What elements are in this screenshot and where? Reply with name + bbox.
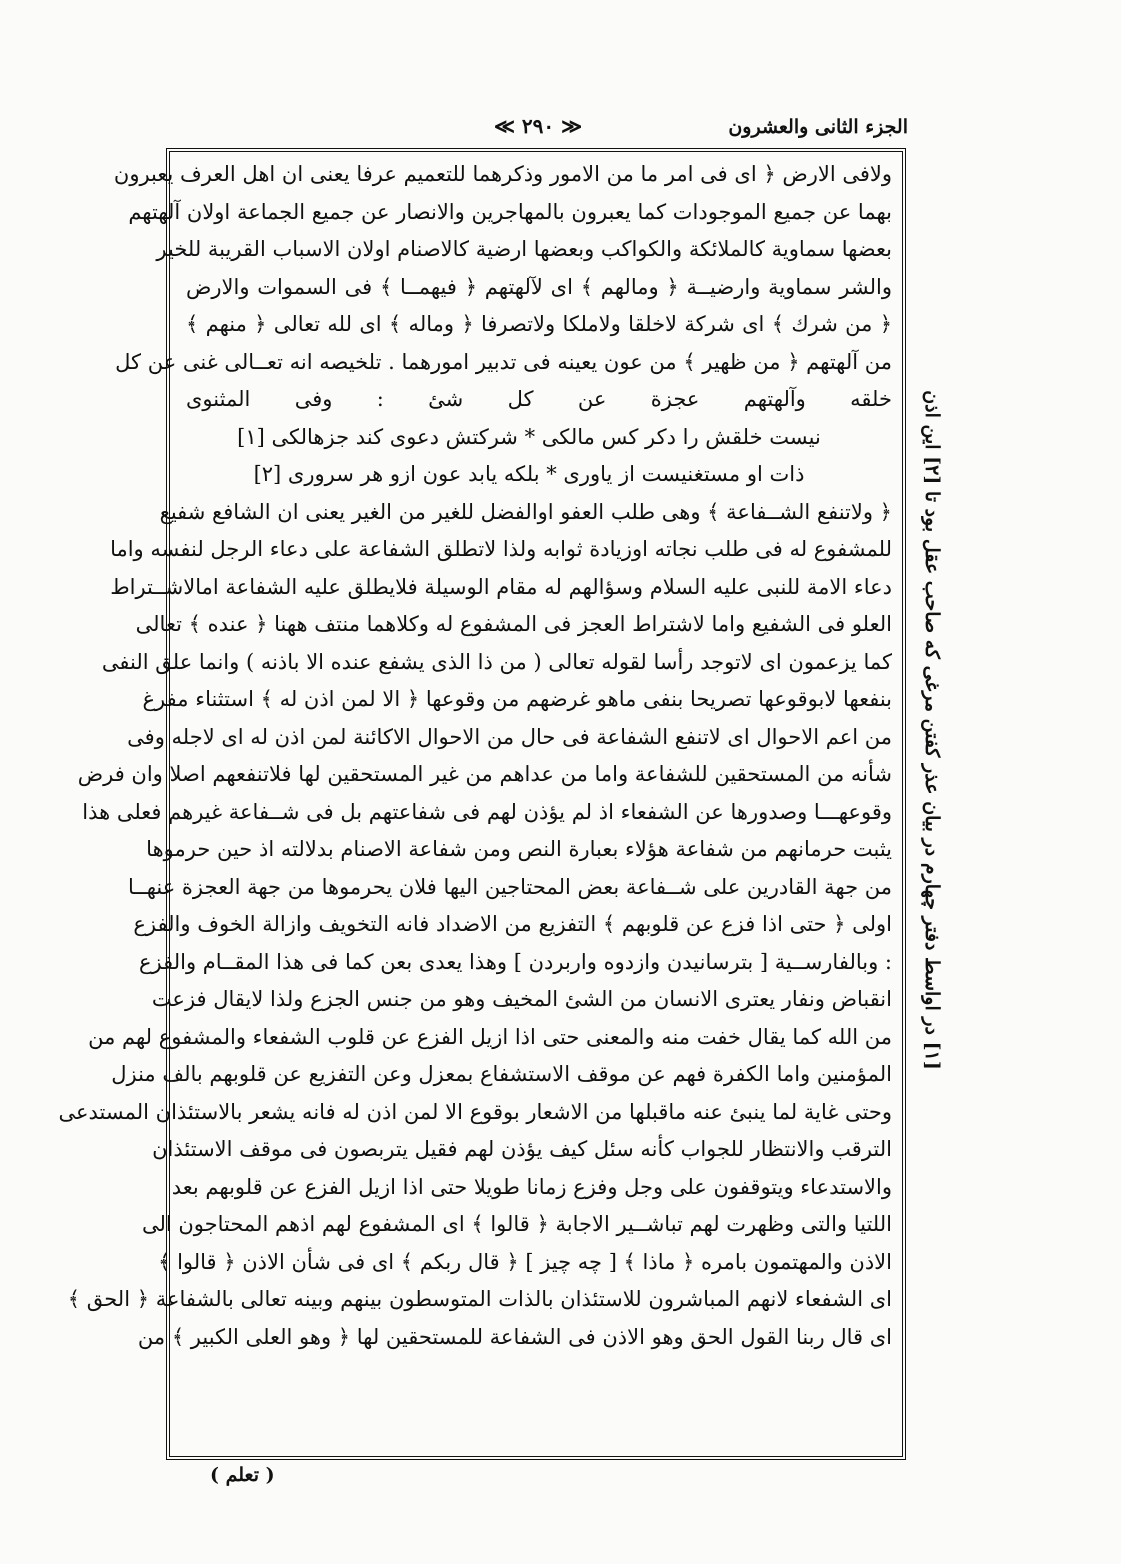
text-line: اولى ﴿ حتى اذا فزع عن قلوبهم ﴾ التفزيع من الاضداد فانه التخويف وازالة الخوف والفزع: [133, 912, 892, 936]
page-number: ≪ ٢٩٠ ≫: [493, 114, 583, 138]
running-title: الجزء الثانى والعشرون: [728, 116, 908, 138]
text-line: العلو فى الشفيع واما لاشتراط العجز فى المشفوع له وكلاهما منتف ههنا ﴿ عنده ﴾ تعالى: [135, 612, 892, 636]
text-line: ﴿ من شرك ﴾ اى شركة لاخلقا ولاملكا ولاتصرفا ﴿ وماله ﴾ اى لله تعالى ﴿ منهم ﴾: [186, 312, 892, 336]
text-line: وقوعهـــا وصدورها عن الشفعاء اذ لم يؤذن لهم فى شفاعتهم بل فى شــفاعة غيرهم فعلى هذا: [82, 799, 892, 824]
text-line: خلقه وآلهتهم عجزة عن كل شئ : وفى المثنوى: [186, 387, 892, 411]
text-line: بعضها سماوية كالملائكة والكواكب وبعضها ارضية كالاصنام اولان الاسباب القريبة للخير: [156, 237, 892, 261]
text-line: من آلهتهم ﴿ من ظهير ﴾ من عون يعينه فى تدبير امورهما . تلخيصه انه تعــالى غنى عن كل: [115, 349, 892, 374]
text-line: وحتى غاية لما ينبئ عنه ماقبلها من الاشعار بوقوع الا لمن اذن له فانه يشعر بالاستئذان المستدعى: [58, 1099, 892, 1124]
text-line: كما يزعمون اى لاتوجد رأسا لقوله تعالى ( من ذا الذى يشفع عنده الا باذنه ) وانما علق النفى: [101, 649, 892, 674]
text-line: المؤمنين واما الكفرة فهم عن موقف الاستشفاع بمعزل وعن التفزيع عن قلوبهم بالف منزل: [111, 1062, 892, 1086]
margin-note-text: [١] در اواسط دفتر چهارم در بيان عذر كفتن مرغى كه صاحب عقل بود تا [٢] اين اذن: [921, 390, 943, 1070]
text-line: اى الشفعاء لانهم المباشرون للاستئذان بالذات المتوسطون بينهم وبينه تعالى بالشفاعة ﴿ الحق ﴾: [67, 1287, 892, 1311]
main-text-block: [58, 156, 892, 1356]
text-line: ولافى الارض ﴿ اى فى امر ما من الامور وذكرهما للتعميم عرفا يعنى ان اهل العرف يعبرون: [113, 162, 892, 186]
text-line: من اعم الاحوال اى لاتنفع الشفاعة فى حال من الاحوال الاكائنة لمن اذن له اى لاجله وفى: [127, 724, 892, 749]
text-line: اى قال ربنا القول الحق وهو الاذن فى الشفاعة للمستحقين لها ﴿ وهو العلى الكبير ﴾ من: [137, 1324, 892, 1349]
text-line: والاستدعاء ويتوقفون على وجل وفزع زمانا طويلا حتى اذا ازيل الفزع عن قلوبهم بعد: [171, 1174, 892, 1199]
text-line: الاذن والمهتمون بامره ﴿ ماذا ﴾ [ چه چيز ] ﴿ قال ربكم ﴾ اى فى شأن الاذن ﴿ قالوا ﴾: [158, 1249, 892, 1274]
text-line: اللتيا والتى وظهرت لهم تباشــير الاجابة ﴿ قالوا ﴾ اى المشفوع لهم اذهم المحتاجون الى: [141, 1212, 892, 1236]
text-line: شأنه من المستحقين للشفاعة واما من عداهم من غير المستحقين لها فلاتنفعهم اصلا وان فرض: [77, 762, 892, 786]
text-line: والشر سماوية وارضيــة ﴿ ومالهم ﴾ اى لآلهتهم ﴿ فيهمــا ﴾ فى السموات والارض: [186, 274, 892, 299]
text-line: دعاء الامة للنبى عليه السلام وسؤالهم له مقام الوسيلة فلايطلق عليه الشفاعة امالاشــتراط: [110, 574, 892, 599]
catchword: ( تعلم ): [210, 1464, 275, 1486]
text-line: بنفعها لابوقوعها تصريحا بنفى ماهو غرضهم من وقوعها ﴿ الا لمن اذن له ﴾ استثناء مفرغ: [142, 687, 892, 711]
text-line: ذات او مستغنيست از ياورى * بلكه يابد عون ازو هر سرورى [٢]: [253, 462, 805, 486]
text-line: من جهة القادرين على شــفاعة بعض المحتاجين اليها فلان يحرموها من جهة العجزة عنهــا: [128, 874, 892, 899]
text-line: الترقب والانتظار للجواب كأنه سئل كيف يؤذن لهم فقيل يتربصون فى موقف الاستئذان: [152, 1137, 892, 1161]
text-line: يثبت حرمانهم من شفاعة هؤلاء بعبارة النص ومن شفاعة الاصنام بدلالته اذ حين حرموها: [146, 837, 892, 861]
text-line: من الله كما يقال خفت منه والمعنى حتى اذا ازيل الفزع عن قلوب الشفعاء والمشفوع لهم من: [88, 1024, 892, 1049]
side-margin-note: [908, 380, 956, 1080]
text-line: للمشفوع له فى طلب نجاته اوزيادة ثوابه ولذا لاتطلق الشفاعة على دعاء الرجل لنفسه واما: [110, 537, 892, 561]
text-line: انقباض ونفار يعترى الانسان من الشئ المخيف وهو من جنس الجزع ولذا لايقال فزعت: [151, 987, 892, 1011]
text-line: ﴿ ولاتنفع الشــفاعة ﴾ وهى طلب العفو اوالفضل للغير من الغير يعنى ان الشافع شفيع: [159, 499, 892, 524]
running-head: [168, 112, 908, 146]
text-line: نيست خلقش را دكر كس مالكى * شركتش دعوى كند جزهالكى [١]: [237, 424, 821, 449]
text-line: : وبالفارســية [ بترسانيدن وازدوه واربردن ] وهذا يعدى بعن كما فى هذا المقــام والفزع: [139, 949, 892, 974]
text-line: بهما عن جميع الموجودات كما يعبرون بالمهاجرين والانصار عن جميع الجماعة اولان آلهتهم: [128, 199, 892, 224]
